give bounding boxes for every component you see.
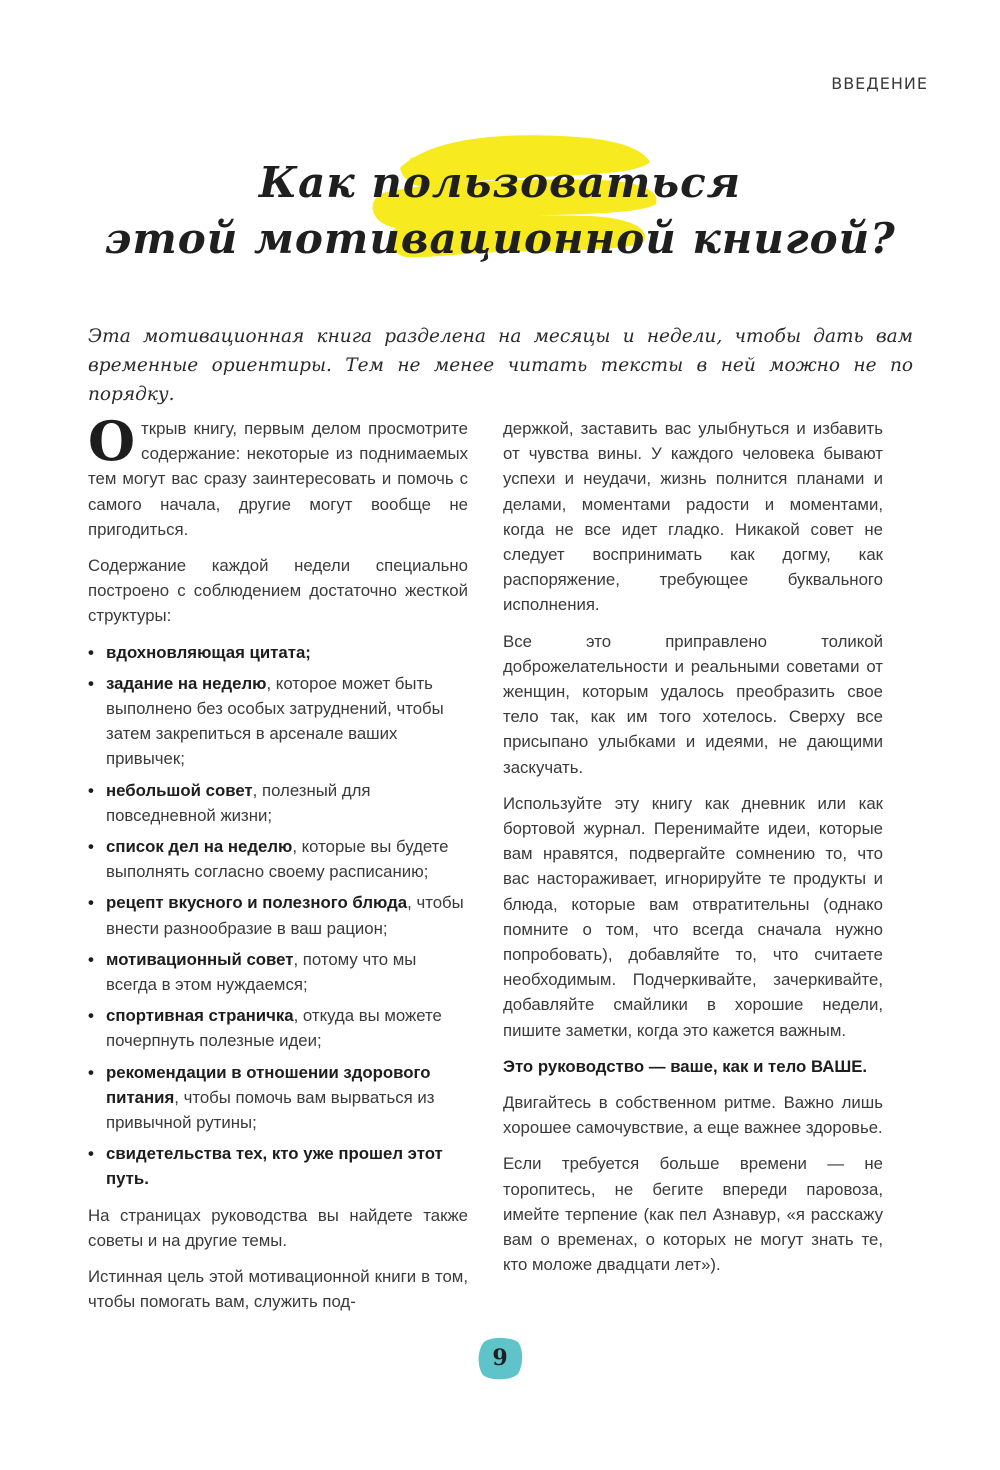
list-item	[88, 671, 468, 772]
right-column	[503, 416, 883, 1289]
list-item	[88, 834, 468, 884]
paragraph: Все это приправлено толикой доброжелательности и реальными советами от женщин, которым удалось преобразить свое тело так, как им того хотелось. Сверху все присыпано улыбками и идеями, не дающими заскучать.	[503, 631, 883, 777]
emphasis-line: Это руководство — ваше, как и тело ВАШЕ.	[503, 1056, 868, 1076]
paragraph: Истинная цель этой мотивационной книги в том, чтобы помогать вам, служить под-	[88, 1267, 468, 1312]
paragraph: Используйте эту книгу как дневник или как бортовой журнал. Перенимайте идеи, которые вам нравятся, подвергайте сомнению то, что вас настораживает, игнорируйте те продукты и блюда, которые вам отвратительны (однако помните о том, что всегда сначала нужно попробовать), добавляйте то, что считаете необходимым. Подчеркивайте, зачеркивайте, добавляйте смайлики в хорошие недели, пишите заметки, когда это кажется важным.	[503, 793, 883, 1040]
list-item	[88, 640, 468, 665]
list-item-bold: небольшой совет	[106, 780, 253, 800]
list-item	[88, 1060, 468, 1136]
page-number: 9	[492, 1345, 508, 1371]
list-item	[88, 947, 468, 997]
section-label: ВВЕДЕНИЕ	[831, 74, 928, 93]
list-item-bold: мотивационный совет	[106, 949, 294, 969]
list-item	[88, 1003, 468, 1053]
list-item-text: , которые вы будете выполнять согласно своему расписанию;	[106, 837, 449, 882]
list-item-text: , откуда вы можете почерпнуть полезные идеи;	[106, 1006, 442, 1051]
yellow-highlight-scribble	[0, 128, 1000, 288]
intro-paragraph	[88, 409, 468, 542]
structure-list	[88, 640, 468, 1192]
list-item-text: , чтобы внести разнообразие в ваш рацион;	[106, 893, 464, 938]
list-item-text: , полезный для повседневной жизни;	[106, 780, 371, 825]
page-number-badge	[476, 1336, 524, 1382]
list-item	[88, 890, 468, 940]
list-item-bold: список дел на неделю	[106, 837, 293, 857]
list-item-text: , чтобы помочь вам вырваться из привычной рутины;	[106, 1087, 435, 1133]
paragraph: Если требуется больше времени — не торопитесь, не бегите впереди паровоза, имейте терпение (как пел Азнавур, «я расскажу вам о временах, о которых не могут знать те, кто моложе двадцати лет»).	[503, 1154, 883, 1275]
list-item-bold: рекомендации в отношении здорового питания	[106, 1062, 431, 1107]
list-item	[88, 778, 468, 828]
list-item	[88, 1141, 468, 1191]
title-line-2: этой мотивационной книгой?	[104, 214, 896, 263]
list-item-bold: рецепт вкусного и полезного блюда	[106, 893, 408, 913]
paragraph: держкой, заставить вас улыбнуться и избавить от чувства вины. У каждого человека бывают успехи и неудачи, жизнь полнится планами и делами, моментами радости и моментами, когда не все идет гладко. Никакой совет не следует воспринимать как догму, как распоряжение, требующее буквального исполнения.	[503, 419, 883, 615]
list-item-bold: вдохновляющая цитата;	[106, 642, 311, 662]
list-item-text: , потому что мы всегда в этом нуждаемся;	[106, 949, 417, 995]
list-item-bold: спортивная страничка	[106, 1006, 294, 1026]
lead-paragraph: Эта мотивационная книга разделена на месяцы и недели, чтобы дать вам временные ориентиры. Тем не менее читать тексты в ней можно не по порядку.	[88, 326, 913, 405]
paragraph: Двигайтесь в собственном ритме. Важно лишь хорошее самочувствие, а еще важнее здоровье.	[503, 1093, 883, 1138]
list-item-bold: свидетельства тех, кто уже прошел этот путь.	[106, 1144, 443, 1189]
title-block	[0, 128, 1000, 288]
title-line-1: Как пользоваться	[258, 158, 742, 207]
paragraph: Содержание каждой недели специально построено с соблюдением достаточно жесткой структуры:	[88, 556, 468, 626]
list-item-text: , которое может быть выполнено без особых затруднений, чтобы затем закрепиться в арсенале ваших привычек;	[106, 673, 444, 769]
left-column	[88, 409, 468, 1326]
dropcap: О	[88, 409, 136, 473]
paragraph: На страницах руководства вы найдете также советы и на другие темы.	[88, 1205, 468, 1250]
list-item-bold: задание на неделю	[106, 673, 267, 693]
intro-text: ткрыв книгу, первым делом просмотрите содержание: некоторые из поднимаемых тем могут вас сразу заинтересовать и помочь с самого начала, другие могут вообще не пригодиться.	[88, 419, 468, 539]
